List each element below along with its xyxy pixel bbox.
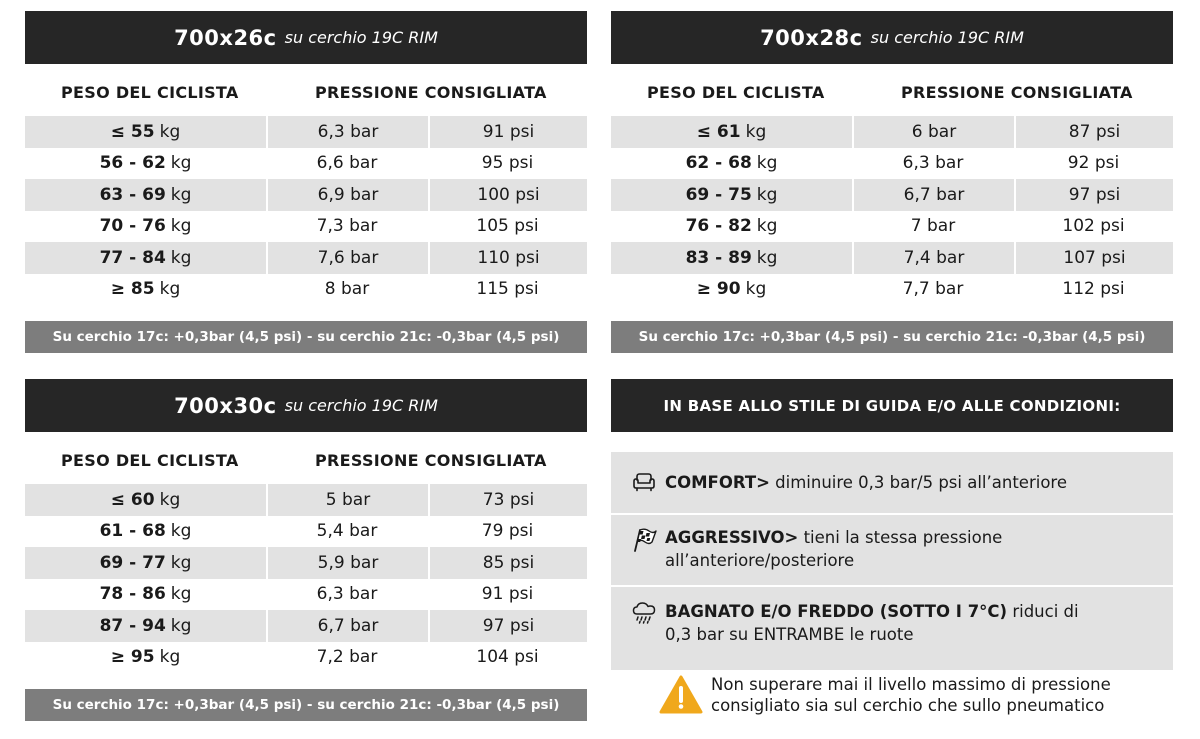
conditions-title: IN BASE ALLO STILE DI GUIDA E/O ALLE CONDIZIONI: [611, 379, 1173, 432]
weight-range: 69 - 75 [685, 184, 752, 205]
tip-description: diminuire 0,3 bar/5 psi all’anteriore [769, 473, 1067, 492]
table-row [25, 516, 587, 548]
weight-column-header: PESO DEL CICLISTA [61, 83, 239, 102]
weight-range: 63 - 69 [99, 184, 166, 205]
tire-size: 700x28c [760, 25, 863, 50]
weight-range: 78 - 86 [99, 584, 166, 605]
tip-description-line2: all’anteriore/posteriore [665, 551, 855, 570]
pressure-rows [611, 116, 1173, 305]
weight-range: ≥ 90 [696, 279, 741, 300]
pressure-column-header: PRESSIONE CONSIGLIATA [901, 83, 1133, 102]
rain-cloud-icon [631, 600, 657, 626]
weight-cell [25, 242, 266, 274]
weight-range: ≤ 55 [110, 121, 155, 142]
weight-cell [25, 579, 266, 611]
table-row [25, 148, 587, 180]
table-row [611, 116, 1173, 148]
weight-unit: kg [170, 247, 192, 268]
tire-size: 700x30c [174, 393, 277, 418]
warning-text [711, 674, 1111, 716]
warning-line1: Non superare mai il livello massimo di pressione [711, 675, 1111, 694]
table-row [25, 547, 587, 579]
psi-cell: 97 psi [428, 610, 587, 642]
bar-cell: 7,4 bar [852, 242, 1014, 274]
weight-range: 56 - 62 [99, 153, 166, 174]
tip-text [665, 600, 1159, 646]
weight-cell [25, 547, 266, 579]
bar-cell: 7,6 bar [266, 242, 428, 274]
weight-unit: kg [170, 552, 192, 573]
table-row [611, 211, 1173, 243]
psi-cell: 104 psi [476, 647, 539, 668]
table-row [611, 274, 1173, 306]
tip-description: tieni la stessa pressione [798, 528, 1003, 547]
checkered-flag-icon [631, 527, 657, 553]
pressure-rows [25, 484, 587, 673]
weight-range: 87 - 94 [99, 615, 166, 636]
pressure-column-header: PRESSIONE CONSIGLIATA [315, 451, 547, 470]
weight-cell [25, 116, 266, 148]
weight-range: 62 - 68 [685, 153, 752, 174]
weight-range: ≥ 85 [110, 279, 155, 300]
weight-unit: kg [756, 247, 778, 268]
tip-text [665, 526, 1159, 572]
psi-cell: 95 psi [481, 153, 534, 174]
bar-cell: 6 bar [852, 116, 1014, 148]
max-pressure-warning [611, 675, 1173, 719]
weight-cell [25, 148, 266, 180]
weight-cell [25, 642, 266, 674]
table-row [25, 242, 587, 274]
weight-range: ≥ 95 [110, 647, 155, 668]
psi-cell: 115 psi [476, 279, 539, 300]
column-headers [611, 64, 1173, 116]
bar-cell: 7,7 bar [902, 279, 964, 300]
weight-cell [25, 274, 266, 306]
weight-range: 83 - 89 [685, 247, 752, 268]
bar-cell: 7,2 bar [316, 647, 378, 668]
weight-cell [25, 610, 266, 642]
psi-cell: 102 psi [1062, 216, 1125, 237]
weight-unit: kg [170, 216, 192, 237]
table-row [25, 274, 587, 306]
bar-cell: 6,7 bar [266, 610, 428, 642]
table-row [25, 610, 587, 642]
weight-range: ≤ 61 [696, 121, 741, 142]
tip-label: AGGRESSIVO> [665, 528, 799, 547]
weight-cell [25, 484, 266, 516]
weight-cell [25, 179, 266, 211]
table-row [25, 579, 587, 611]
weight-unit: kg [745, 121, 767, 142]
bar-cell: 6,3 bar [902, 153, 964, 174]
table-row [25, 116, 587, 148]
table-row [611, 242, 1173, 274]
bar-cell: 5 bar [266, 484, 428, 516]
weight-cell [25, 516, 266, 548]
psi-cell: 112 psi [1062, 279, 1125, 300]
weight-unit: kg [170, 153, 192, 174]
tip-description-line2: 0,3 bar su ENTRAMBE le ruote [665, 625, 914, 644]
weight-cell [611, 274, 852, 306]
table-row [25, 211, 587, 243]
weight-range: ≤ 60 [110, 489, 155, 510]
rim-label: su cerchio 19C RIM [284, 396, 438, 415]
tip-comfort [611, 452, 1173, 513]
rim-adjustment-note: Su cerchio 17c: +0,3bar (4,5 psi) - su cerchio 21c: -0,3bar (4,5 psi) [25, 321, 587, 353]
table-700x30c [25, 379, 587, 713]
tip-description: riduci di [1007, 602, 1079, 621]
psi-cell: 85 psi [428, 547, 587, 579]
psi-cell: 79 psi [481, 521, 534, 542]
psi-cell: 91 psi [481, 584, 534, 605]
weight-unit: kg [756, 153, 778, 174]
psi-cell: 100 psi [428, 179, 587, 211]
weight-unit: kg [159, 489, 181, 510]
bar-cell: 6,9 bar [266, 179, 428, 211]
bar-cell: 6,3 bar [266, 116, 428, 148]
bar-cell: 6,7 bar [852, 179, 1014, 211]
weight-range: 70 - 76 [99, 216, 166, 237]
psi-cell: 87 psi [1014, 116, 1173, 148]
psi-cell: 105 psi [476, 216, 539, 237]
weight-range: 76 - 82 [685, 216, 752, 237]
weight-cell [611, 242, 852, 274]
weight-unit: kg [170, 184, 192, 205]
weight-column-header: PESO DEL CICLISTA [647, 83, 825, 102]
bar-cell: 7,3 bar [316, 216, 378, 237]
rim-adjustment-note: Su cerchio 17c: +0,3bar (4,5 psi) - su cerchio 21c: -0,3bar (4,5 psi) [611, 321, 1173, 353]
bar-cell: 6,3 bar [316, 584, 378, 605]
weight-unit: kg [159, 121, 181, 142]
bar-cell: 5,9 bar [266, 547, 428, 579]
conditions-panel [611, 379, 1173, 715]
weight-unit: kg [170, 521, 192, 542]
bar-cell: 5,4 bar [316, 521, 378, 542]
tire-size: 700x26c [174, 25, 277, 50]
bar-cell: 6,6 bar [316, 153, 378, 174]
psi-cell: 97 psi [1014, 179, 1173, 211]
column-headers [25, 432, 587, 484]
warning-icon [659, 675, 703, 715]
weight-cell [611, 211, 852, 243]
psi-cell: 92 psi [1067, 153, 1120, 174]
table-header [611, 11, 1173, 64]
weight-unit: kg [745, 279, 767, 300]
table-row [611, 148, 1173, 180]
table-header [25, 11, 587, 64]
table-header [25, 379, 587, 432]
table-row [611, 179, 1173, 211]
weight-cell [611, 116, 852, 148]
weight-unit: kg [159, 647, 181, 668]
psi-cell: 73 psi [428, 484, 587, 516]
tip-label: COMFORT> [665, 473, 770, 492]
weight-cell [611, 179, 852, 211]
weight-range: 77 - 84 [99, 247, 166, 268]
warning-line2: consigliato sia sul cerchio che sullo pneumatico [711, 696, 1105, 715]
weight-range: 61 - 68 [99, 521, 166, 542]
weight-unit: kg [756, 184, 778, 205]
rim-adjustment-note: Su cerchio 17c: +0,3bar (4,5 psi) - su cerchio 21c: -0,3bar (4,5 psi) [25, 689, 587, 721]
table-row [25, 179, 587, 211]
psi-cell: 91 psi [428, 116, 587, 148]
armchair-icon [631, 469, 657, 495]
tip-aggressive [611, 515, 1173, 585]
psi-cell: 110 psi [428, 242, 587, 274]
table-row [25, 642, 587, 674]
weight-unit: kg [756, 216, 778, 237]
rim-label: su cerchio 19C RIM [284, 28, 438, 47]
bar-cell: 7 bar [910, 216, 956, 237]
weight-unit: kg [159, 279, 181, 300]
rim-label: su cerchio 19C RIM [870, 28, 1024, 47]
tip-wet-cold [611, 587, 1173, 670]
weight-cell [25, 211, 266, 243]
tip-label: BAGNATO E/O FREDDO (SOTTO I 7°C) [665, 602, 1008, 621]
table-row [25, 484, 587, 516]
psi-cell: 107 psi [1014, 242, 1173, 274]
weight-unit: kg [170, 615, 192, 636]
bar-cell: 8 bar [324, 279, 370, 300]
table-700x26c [25, 11, 587, 345]
pressure-column-header: PRESSIONE CONSIGLIATA [315, 83, 547, 102]
table-700x28c [611, 11, 1173, 345]
weight-cell [611, 148, 852, 180]
pressure-rows [25, 116, 587, 305]
weight-range: 69 - 77 [99, 552, 166, 573]
weight-column-header: PESO DEL CICLISTA [61, 451, 239, 470]
column-headers [25, 64, 587, 116]
tip-text [665, 471, 1159, 494]
weight-unit: kg [170, 584, 192, 605]
